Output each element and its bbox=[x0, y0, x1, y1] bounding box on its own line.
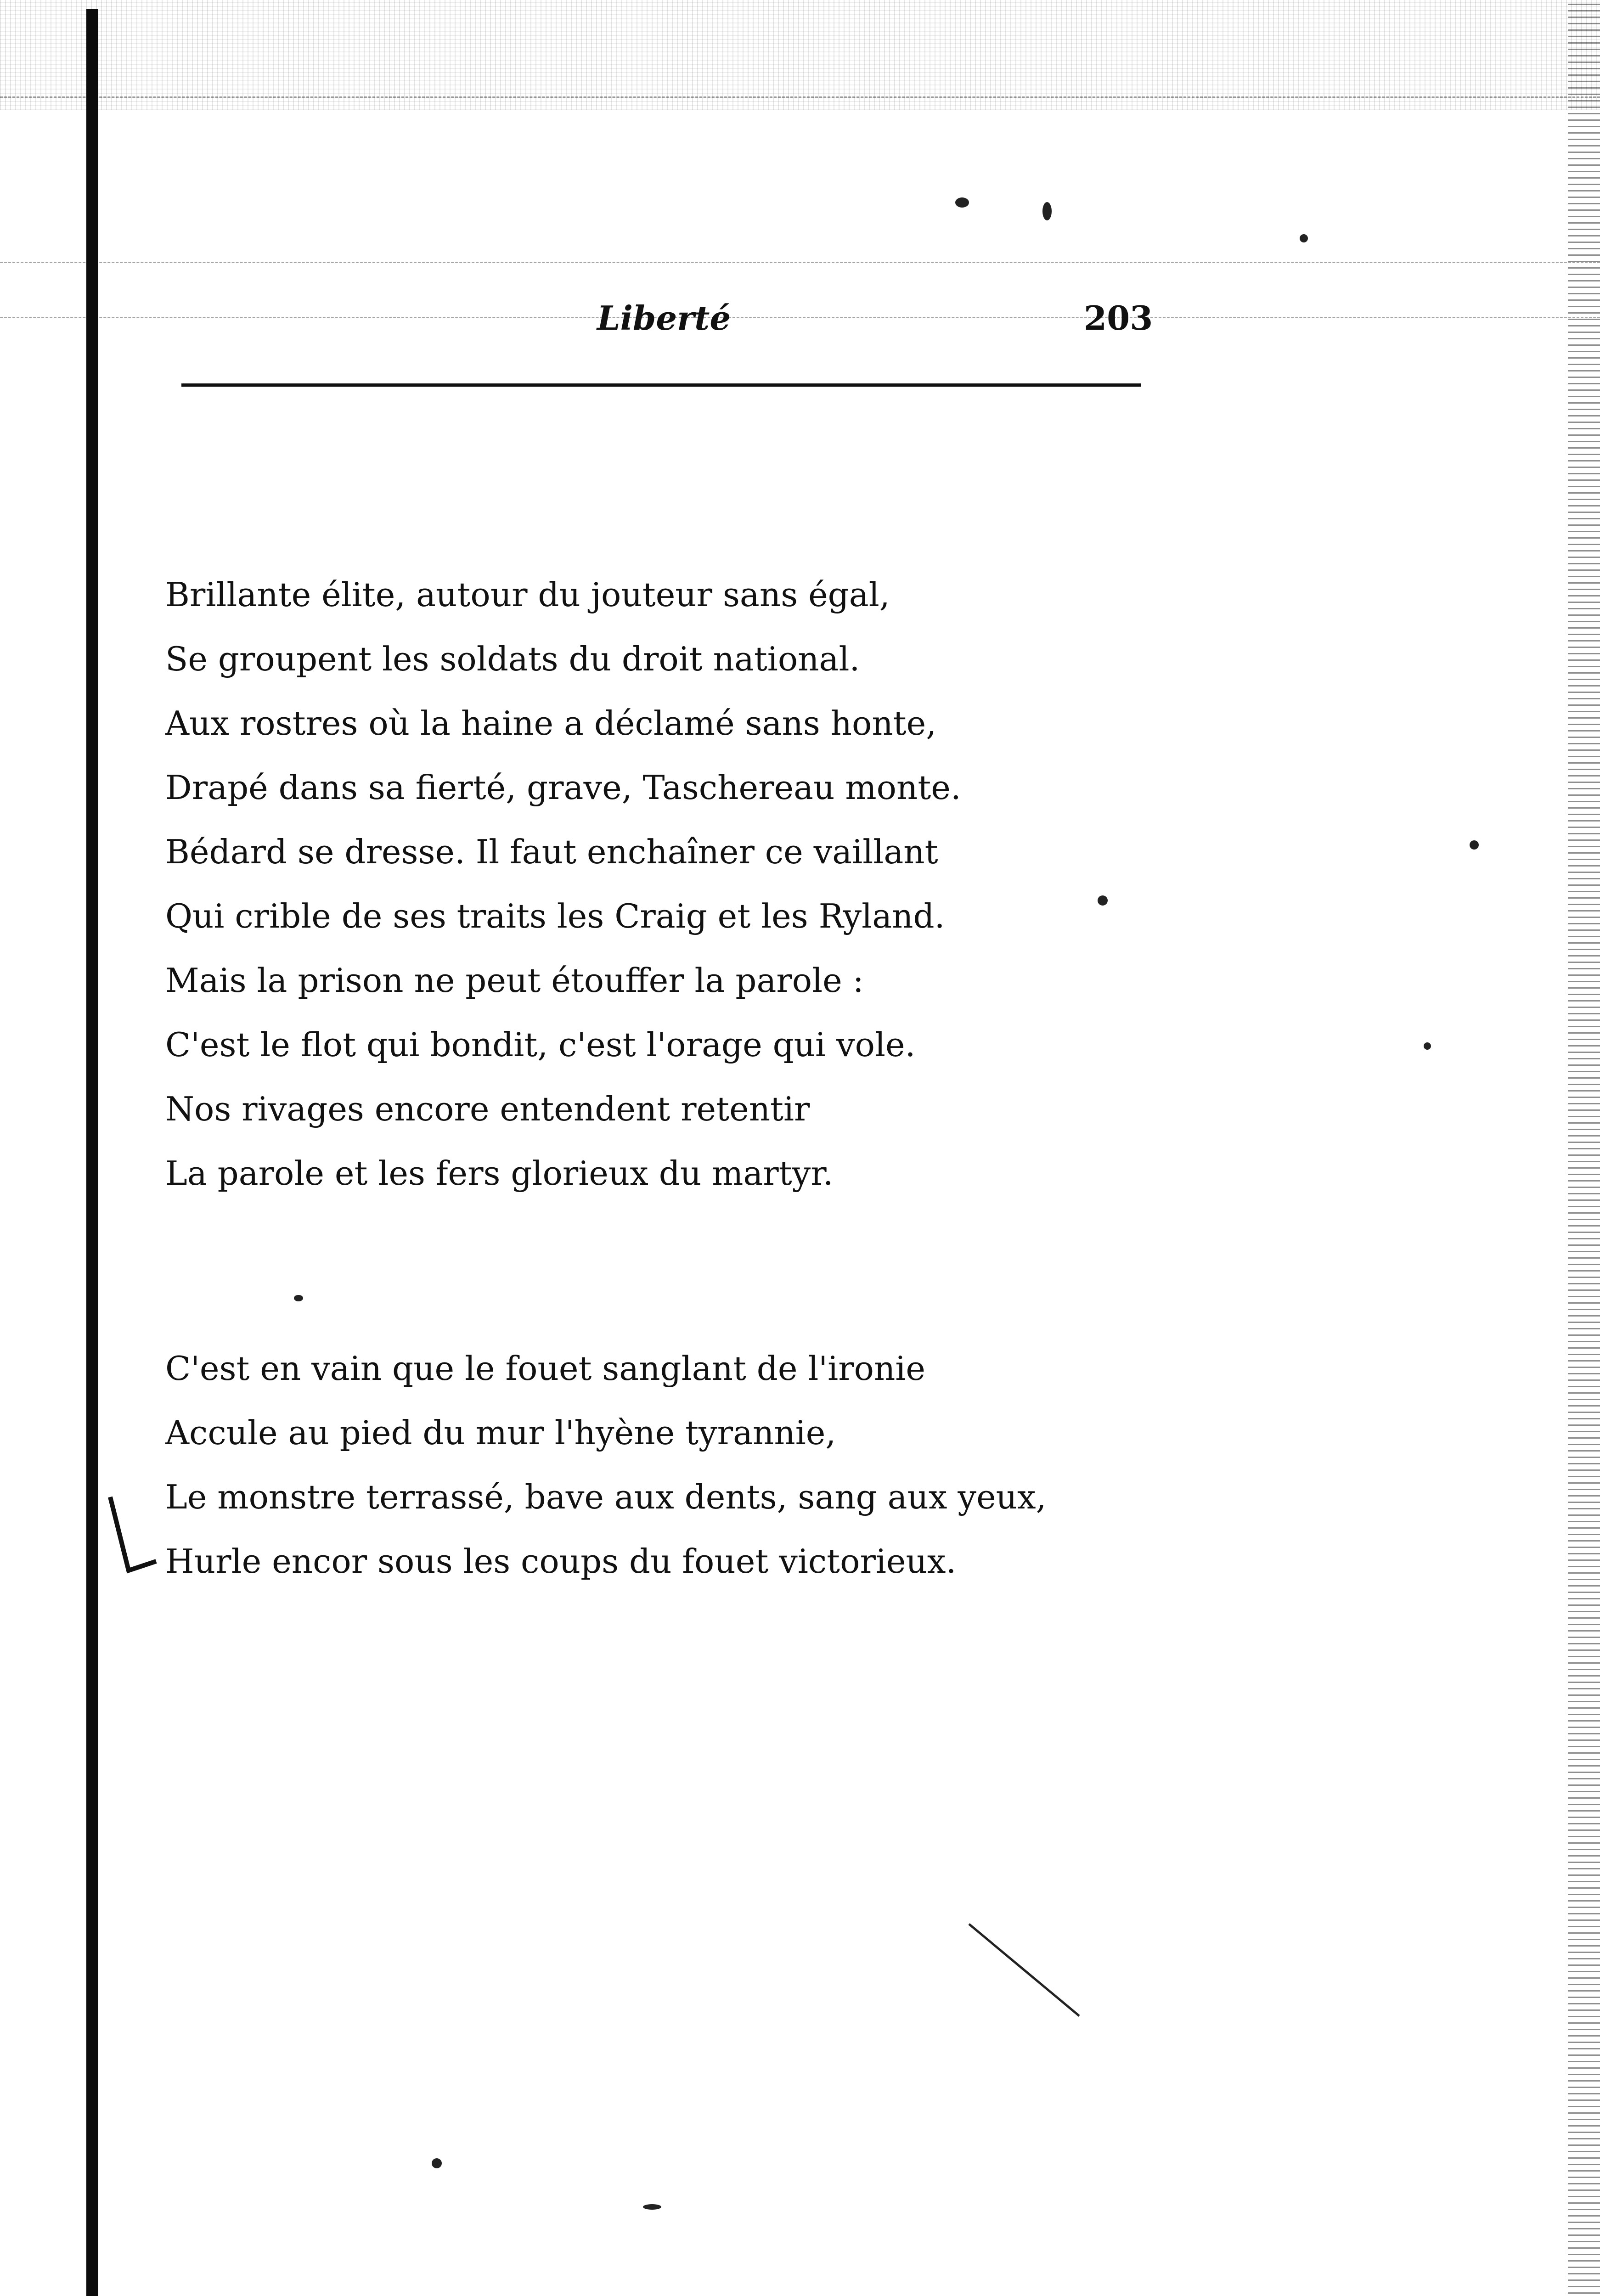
scan-speck bbox=[1300, 234, 1308, 242]
verse-line: Drapé dans sa fierté, grave, Taschereau monte. bbox=[165, 768, 961, 807]
verse-line: C'est le flot qui bondit, c'est l'orage qui vole. bbox=[165, 1025, 916, 1064]
scan-speck bbox=[643, 2204, 661, 2210]
running-title: Liberté bbox=[597, 298, 731, 338]
scan-dashed-line bbox=[0, 96, 1600, 98]
scan-noise-top bbox=[0, 0, 1600, 110]
running-head bbox=[0, 298, 1600, 349]
verse-line: Se groupent les soldats du droit national. bbox=[165, 640, 860, 678]
scan-speck bbox=[1042, 202, 1052, 220]
header-rule bbox=[181, 383, 1141, 387]
binding-shadow-bar bbox=[86, 9, 98, 2296]
pencil-mark-icon bbox=[101, 1492, 170, 1584]
scan-dashed-line bbox=[0, 262, 1600, 263]
verse-line: Brillante élite, autour du jouteur sans égal, bbox=[165, 575, 890, 614]
verse-line: Qui crible de ses traits les Craig et les Ryland. bbox=[165, 897, 945, 935]
scan-speck bbox=[1424, 1042, 1431, 1050]
scan-speck bbox=[1470, 840, 1479, 850]
scan-speck bbox=[955, 197, 969, 208]
scan-speck bbox=[432, 2158, 442, 2168]
stanza-1 bbox=[165, 563, 961, 1205]
verse-line: Le monstre terrassé, bave aux dents, sang aux yeux, bbox=[165, 1478, 1047, 1516]
verse-line: Hurle encor sous les coups du fouet victorieux. bbox=[165, 1542, 957, 1581]
verse-line: Nos rivages encore entendent retentir bbox=[165, 1090, 810, 1128]
scan-speck bbox=[1098, 895, 1108, 906]
verse-line: Bédard se dresse. Il faut enchaîner ce vaillant bbox=[165, 833, 938, 871]
page-number: 203 bbox=[1084, 298, 1153, 338]
verse-line: C'est en vain que le fouet sanglant de l'ironie bbox=[165, 1349, 925, 1388]
scan-speck bbox=[294, 1295, 303, 1301]
scan-scratch-mark bbox=[964, 1919, 1084, 2020]
verse-line: Mais la prison ne peut étouffer la parole : bbox=[165, 961, 864, 1000]
stanza-2 bbox=[165, 1336, 1047, 1593]
verse-line: La parole et les fers glorieux du martyr. bbox=[165, 1154, 834, 1193]
verse-line: Aux rostres où la haine a déclamé sans honte, bbox=[165, 704, 937, 743]
verse-line: Accule au pied du mur l'hyène tyrannie, bbox=[165, 1413, 836, 1452]
